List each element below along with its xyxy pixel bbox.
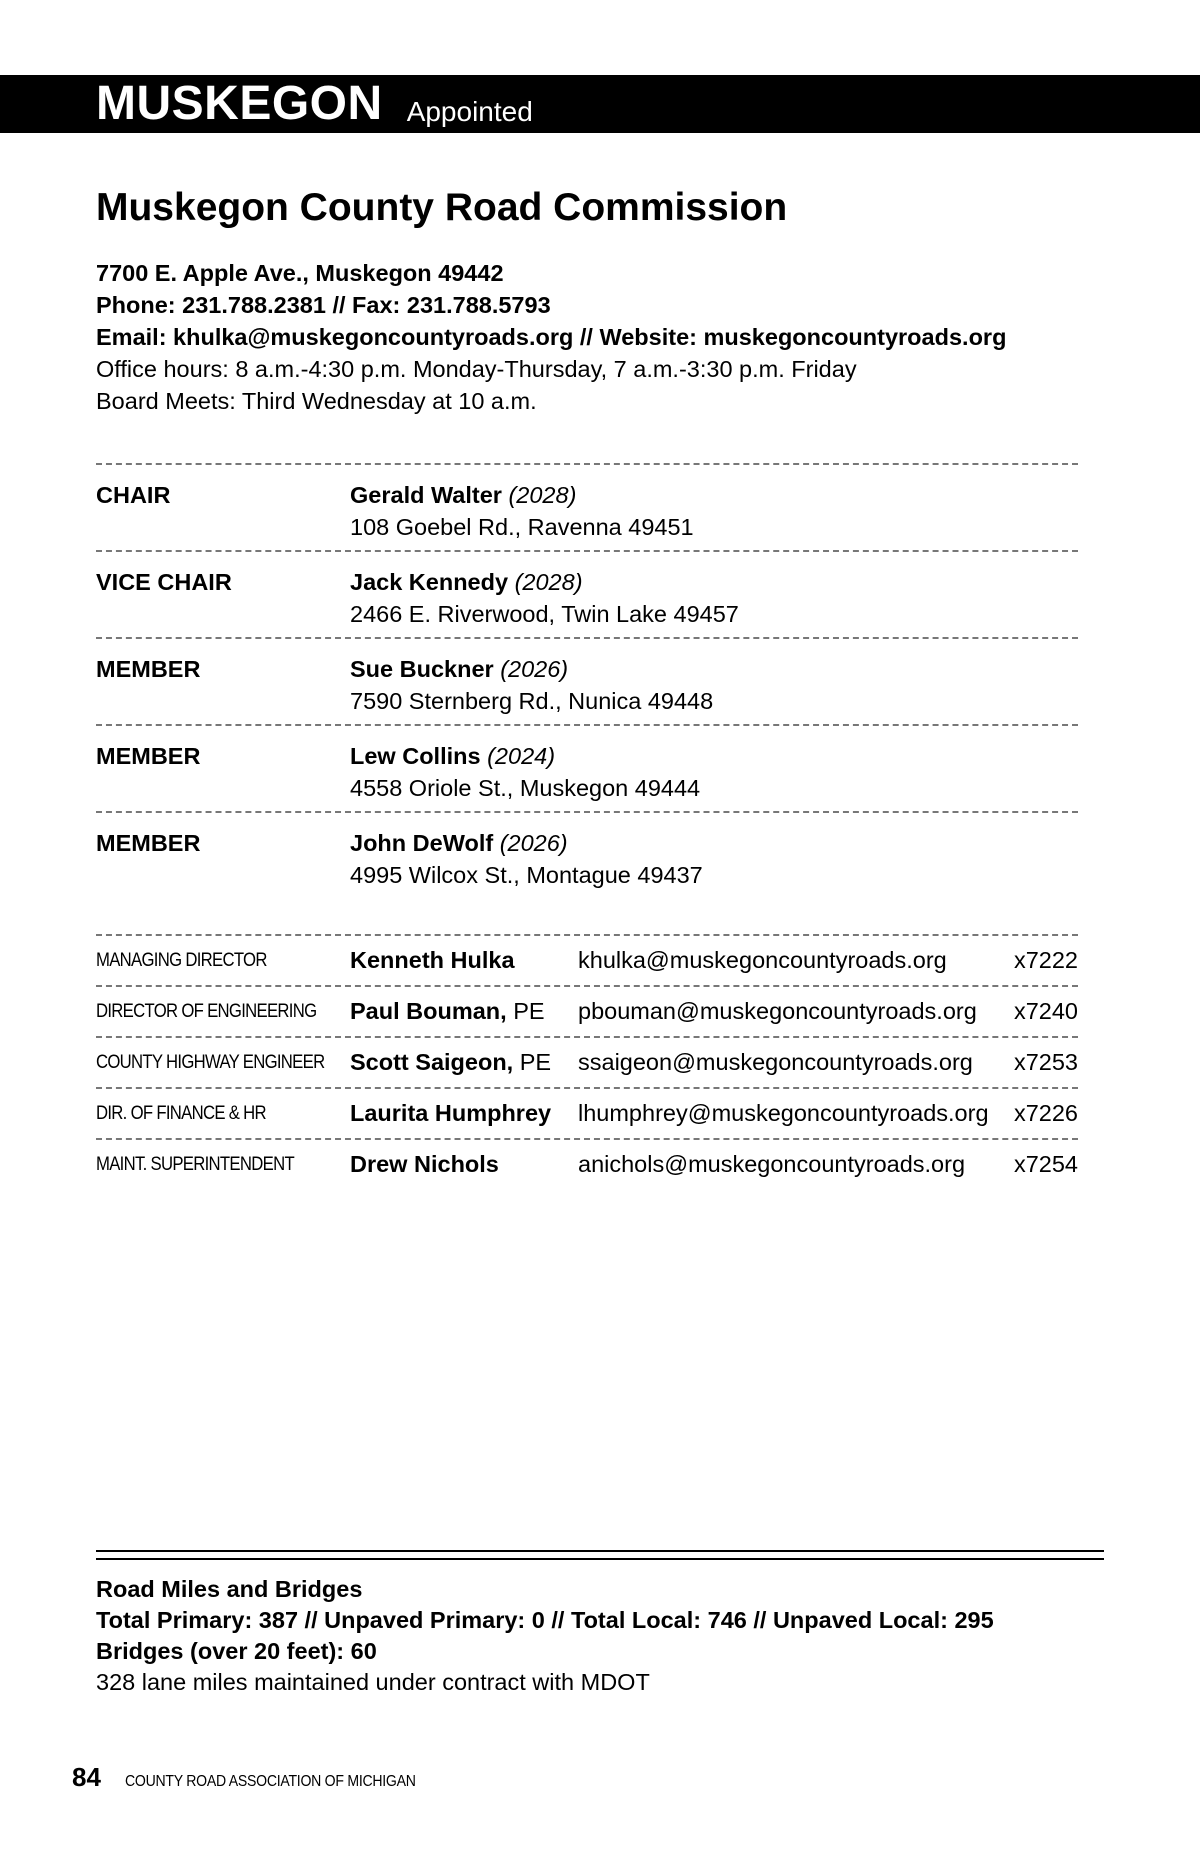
term-year: (2028): [514, 569, 583, 595]
road-miles-totals: Total Primary: 387 // Unpaved Primary: 0 // Total Local: 746 // Unpaved Local: 295: [96, 1607, 994, 1633]
staff-suffix: PE: [506, 998, 545, 1024]
staff-name-bold: Kenneth Hulka: [350, 947, 515, 973]
staff-extension: x7226: [1013, 1100, 1078, 1126]
board-row: [96, 552, 1078, 639]
staff-name: [350, 1047, 551, 1077]
page-number: 84: [72, 1762, 101, 1792]
board-members: [96, 463, 1078, 900]
office-hours: Office hours: 8 a.m.-4:30 p.m. Monday-Thursday, 7 a.m.-3:30 p.m. Friday: [96, 356, 857, 382]
board-member-name: [350, 827, 568, 859]
staff-row: [96, 1087, 1078, 1138]
board-member-name: [350, 653, 568, 685]
member-name: Lew Collins: [350, 743, 481, 769]
term-year: (2024): [487, 743, 556, 769]
staff-title: DIRECTOR OF ENGINEERING: [96, 1001, 317, 1022]
staff-email[interactable]: khulka@muskegoncountyroads.org: [578, 947, 947, 973]
road-miles-heading: Road Miles and Bridges: [96, 1576, 363, 1602]
board-member-name: [350, 566, 583, 598]
staff-row: [96, 1036, 1078, 1087]
road-miles-section: [96, 1574, 994, 1698]
board-role: MEMBER: [96, 743, 201, 769]
board-role: CHAIR: [96, 482, 171, 508]
staff-extension: x7253: [1013, 1049, 1078, 1075]
board-member-address: 4995 Wilcox St., Montague 49437: [350, 862, 703, 888]
board-row: [96, 465, 1078, 552]
staff-suffix: PE: [513, 1049, 552, 1075]
board-member-address: 4558 Oriole St., Muskegon 49444: [350, 775, 701, 801]
section-rule-bottom: [96, 1558, 1104, 1560]
lane-miles-note: 328 lane miles maintained under contract with MDOT: [96, 1669, 650, 1695]
staff-row: [96, 985, 1078, 1036]
staff-title: COUNTY HIGHWAY ENGINEER: [96, 1052, 325, 1073]
staff-title: DIR. OF FINANCE & HR: [96, 1103, 266, 1124]
staff-title: MAINT. SUPERINTENDENT: [96, 1154, 294, 1175]
staff-extension: x7222: [1013, 947, 1078, 973]
staff-name: [350, 945, 515, 975]
board-role: VICE CHAIR: [96, 569, 232, 595]
staff-email[interactable]: ssaigeon@muskegoncountyroads.org: [578, 1049, 973, 1075]
staff-name: [350, 1149, 499, 1179]
staff-name-bold: Laurita Humphrey: [350, 1100, 552, 1126]
member-name: Jack Kennedy: [350, 569, 509, 595]
organization-name: COUNTY ROAD ASSOCIATION OF MICHIGAN: [124, 1773, 416, 1790]
member-name: Sue Buckner: [350, 656, 494, 682]
staff-name-bold: Drew Nichols: [350, 1151, 499, 1177]
staff-name-bold: Scott Saigeon,: [350, 1049, 514, 1075]
email-website: Email: khulka@muskegoncountyroads.org // Website: muskegoncountyroads.org: [96, 324, 1007, 350]
board-member-address: 108 Goebel Rd., Ravenna 49451: [350, 514, 694, 540]
term-year: (2028): [508, 482, 577, 508]
staff-directory: [96, 934, 1078, 1189]
page-title: Muskegon County Road Commission: [96, 186, 788, 229]
commission-type: Appointed: [406, 96, 533, 127]
term-year: (2026): [499, 830, 568, 856]
staff-name: [350, 996, 545, 1026]
bridges-count: Bridges (over 20 feet): 60: [96, 1638, 377, 1664]
member-name: John DeWolf: [350, 830, 494, 856]
county-banner: [0, 75, 1200, 133]
board-member-name: [350, 740, 555, 772]
staff-extension: x7254: [1013, 1151, 1078, 1177]
phone-fax: Phone: 231.788.2381 // Fax: 231.788.5793: [96, 292, 551, 318]
board-member-address: 7590 Sternberg Rd., Nunica 49448: [350, 688, 714, 714]
board-member-name: [350, 479, 576, 511]
board-row: [96, 813, 1078, 900]
staff-email[interactable]: lhumphrey@muskegoncountyroads.org: [578, 1100, 989, 1126]
term-year: (2026): [500, 656, 569, 682]
board-role: MEMBER: [96, 656, 201, 682]
staff-title: MANAGING DIRECTOR: [96, 950, 267, 971]
staff-email[interactable]: pbouman@muskegoncountyroads.org: [578, 998, 977, 1024]
staff-extension: x7240: [1013, 998, 1078, 1024]
board-role: MEMBER: [96, 830, 201, 856]
section-rule-top: [96, 1550, 1104, 1552]
staff-name-bold: Paul Bouman,: [350, 998, 507, 1024]
page-footer: [72, 1762, 455, 1793]
staff-row: [96, 934, 1078, 985]
staff-email[interactable]: anichols@muskegoncountyroads.org: [578, 1151, 966, 1177]
member-name: Gerald Walter: [350, 482, 502, 508]
contact-block: [96, 257, 1006, 417]
address: 7700 E. Apple Ave., Muskegon 49442: [96, 260, 504, 286]
board-row: [96, 726, 1078, 813]
board-meets: Board Meets: Third Wednesday at 10 a.m.: [96, 388, 537, 414]
county-name: MUSKEGON: [96, 77, 383, 130]
staff-row: [96, 1138, 1078, 1189]
board-member-address: 2466 E. Riverwood, Twin Lake 49457: [350, 601, 739, 627]
board-row: [96, 639, 1078, 726]
staff-name: [350, 1098, 551, 1128]
